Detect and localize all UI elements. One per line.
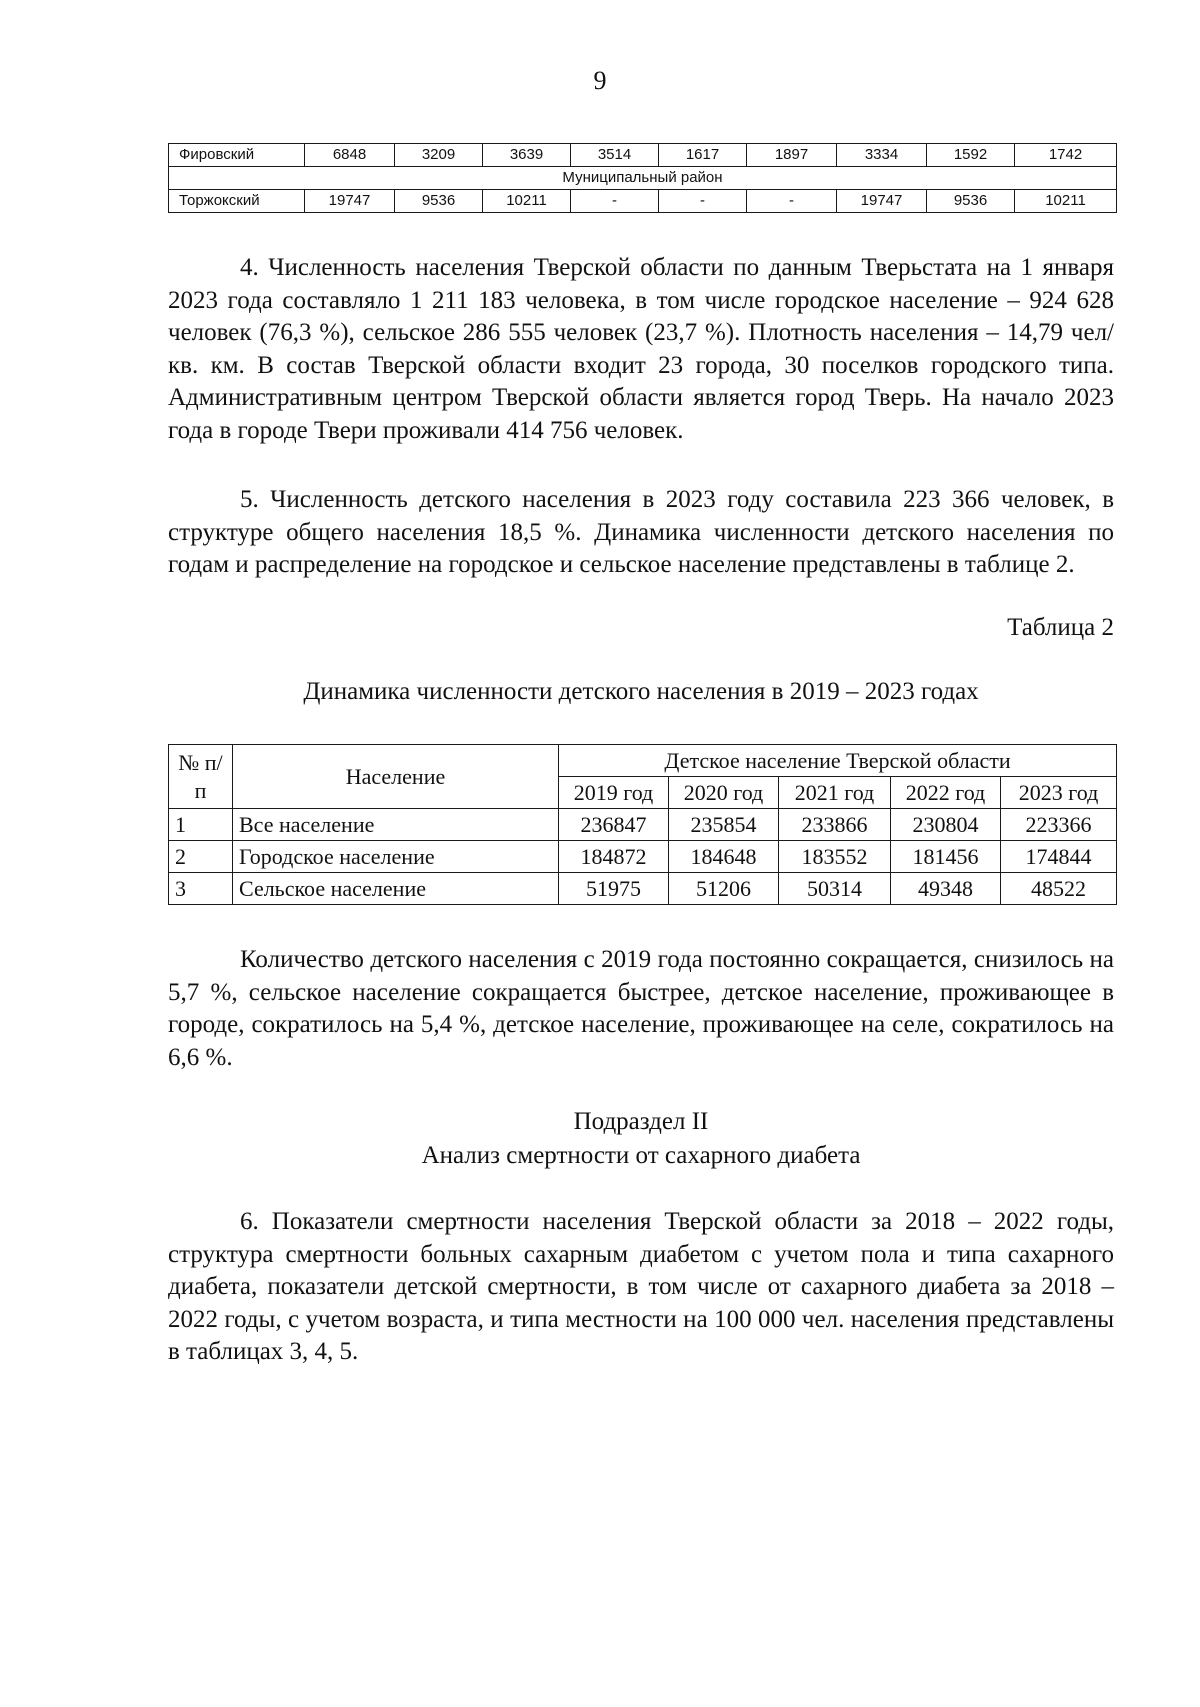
table-cell: 49348 <box>891 873 1001 905</box>
header-year: 2020 год <box>669 777 779 809</box>
table-cell: 236847 <box>559 809 669 841</box>
table-cell: 3209 <box>395 144 483 167</box>
table-cell: 235854 <box>669 809 779 841</box>
table-row <box>169 873 1117 905</box>
row-label: Сельское население <box>233 873 559 905</box>
section-label: Муниципальный район <box>169 167 1117 190</box>
table-cell: 184872 <box>559 841 669 873</box>
header-year: 2022 год <box>891 777 1001 809</box>
district-name: Торжокский <box>169 190 305 213</box>
table-cell: 50314 <box>779 873 891 905</box>
table-cell: 9536 <box>395 190 483 213</box>
table-cell: 1897 <box>747 144 837 167</box>
table-cell: 6848 <box>305 144 395 167</box>
table-cell: 51206 <box>669 873 779 905</box>
table-cell: 174844 <box>1001 841 1117 873</box>
table-cell: 184648 <box>669 841 779 873</box>
table-cell: 1617 <box>659 144 747 167</box>
subsection-title: Подраздел II <box>573 1108 709 1135</box>
paragraph-text: 5. Численность детского населения в 2023 году составила 223 366 человек, в структуре общего населения 18,5 %. Динамика численности детского населения по годам и распределение на городское и сельское население представлены в таблице 2. <box>168 486 1114 578</box>
table-row <box>169 190 1117 213</box>
table-row <box>169 841 1117 873</box>
paragraph-text: 6. Показатели смертности населения Тверской области за 2018 – 2022 годы, структура смертности больных сахарным диабетом с учетом пола и типа сахарного диабета, показатели детской смертности, в том числе от сахарного диабета за 2018 – 2022 годы, с учетом возраста, и типа местности на 100 000 чел. населения представлены в таблицах 3, 4, 5. <box>168 1208 1114 1365</box>
table-header-row <box>169 745 1117 777</box>
table-cell: 233866 <box>779 809 891 841</box>
paragraph-after-table <box>168 944 1114 1074</box>
table-cell: 223366 <box>1001 809 1117 841</box>
header-population: Население <box>233 745 559 809</box>
header-group: Детское население Тверской области <box>559 745 1117 777</box>
table-row <box>169 144 1117 167</box>
paragraph-6 <box>168 1206 1114 1369</box>
table-cell: 3334 <box>837 144 927 167</box>
paragraph-text: Количество детского населения с 2019 года постоянно сокращается, снизилось на 5,7 %, сельское население сокращается быстрее, детское население, проживающее в городе, сократилось на 5,4 %, детское население, проживающее на селе, сократилось на 6,6 %. <box>168 946 1114 1071</box>
table-cell: 10211 <box>1015 190 1117 213</box>
paragraph-text: 4. Численность населения Тверской области по данным Тверьстата на 1 января 2023 года составляло 1 211 183 человека, в том числе городское население – 924 628 человек (76,3 %), сельское 286 555 человек (23,7 %). Плотность населения – 14,79 чел/кв. км. В состав Тверской области входит 23 города, 30 поселков городского типа. Административным центром Тверской области является город Тверь. На начало 2023 года в городе Твери проживали 414 756 человек. <box>168 254 1114 444</box>
header-num: № п/п <box>169 745 233 809</box>
row-num: 2 <box>169 841 233 873</box>
table-cell: 1742 <box>1015 144 1117 167</box>
paragraph-5 <box>168 484 1114 582</box>
header-year: 2019 год <box>559 777 669 809</box>
table-title: Динамика численности детского населения в 2019 – 2023 годах <box>303 678 979 705</box>
table-cell: - <box>571 190 659 213</box>
subsection-subtitle: Анализ смертности от сахарного диабета <box>421 1142 861 1169</box>
district-name: Фировский <box>169 144 305 167</box>
table-cell: 10211 <box>483 190 571 213</box>
table-cell: - <box>659 190 747 213</box>
table-cell: 230804 <box>891 809 1001 841</box>
continuation-table <box>168 143 1117 213</box>
paragraph-4 <box>168 252 1114 447</box>
table-cell: 19747 <box>837 190 927 213</box>
table-cell: 51975 <box>559 873 669 905</box>
row-label: Городское население <box>233 841 559 873</box>
table-cell: 9536 <box>927 190 1015 213</box>
row-num: 3 <box>169 873 233 905</box>
table-cell: 48522 <box>1001 873 1117 905</box>
table-label: Таблица 2 <box>1007 614 1114 641</box>
table-cell: 3639 <box>483 144 571 167</box>
row-num: 1 <box>169 809 233 841</box>
header-year: 2023 год <box>1001 777 1117 809</box>
table-row <box>169 809 1117 841</box>
row-label: Все население <box>233 809 559 841</box>
table-cell: 3514 <box>571 144 659 167</box>
table-cell: 19747 <box>305 190 395 213</box>
table-cell: 183552 <box>779 841 891 873</box>
table-cell: 1592 <box>927 144 1015 167</box>
population-table <box>168 744 1117 905</box>
page-number: 9 <box>593 66 607 95</box>
table-cell: 181456 <box>891 841 1001 873</box>
table-cell: - <box>747 190 837 213</box>
header-year: 2021 год <box>779 777 891 809</box>
table-row <box>169 167 1117 190</box>
